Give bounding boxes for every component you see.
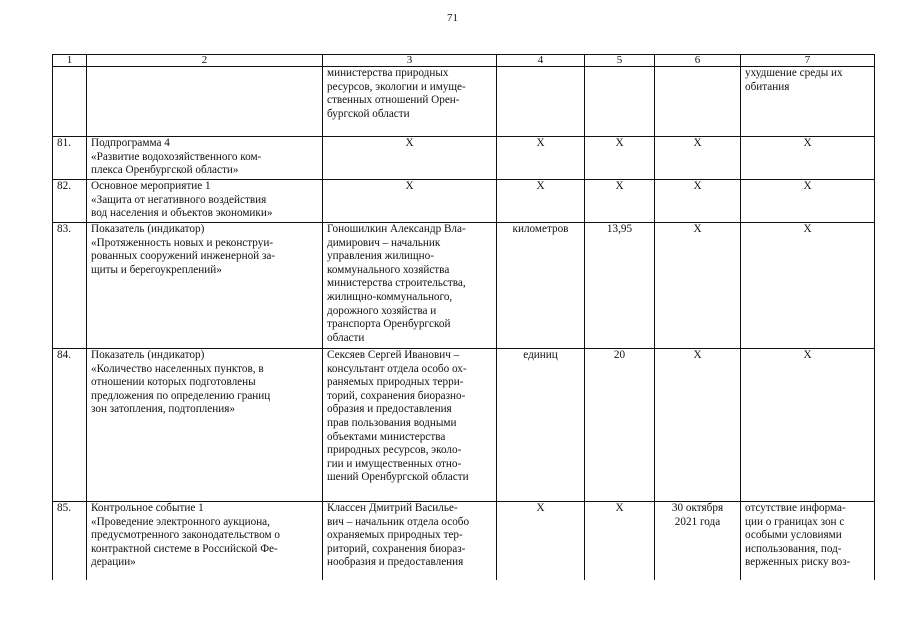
name-cell: [87, 349, 323, 502]
num-cell: 81.: [53, 137, 87, 180]
cell-text-line: X: [405, 180, 414, 192]
cell-text-line: Показатель (индикатор): [91, 349, 205, 361]
cell-text-line: Классен Дмитрий Василье-: [327, 502, 458, 514]
cell-text-line: X: [693, 223, 702, 235]
column-number-header: [53, 55, 875, 67]
date-cell: [655, 137, 741, 180]
cell-text-line: обитания: [745, 80, 790, 93]
consequence-cell: [741, 137, 875, 180]
table-row: [53, 137, 875, 180]
cell-text-line: вод населения и объектов экономики»: [91, 207, 273, 220]
cell-text-line: рованных сооружений инженерной за-: [91, 250, 276, 263]
name-cell: [87, 67, 323, 137]
cell-text-line: ресурсов, экологии и имуще-: [327, 80, 466, 93]
cell-text-line: образия и предоставления: [327, 403, 452, 416]
unit-cell: километров: [497, 223, 585, 349]
cell-text-line: 2021 года: [674, 515, 721, 528]
header-cell: 6: [655, 55, 741, 67]
unit-cell: X: [497, 137, 585, 180]
cell-text-line: торий, сохранения биоразно-: [327, 389, 466, 402]
responsible-cell: [323, 223, 497, 349]
cell-text-line: Сексяев Сергей Иванович –: [327, 349, 460, 361]
cell-text-line: зон затопления, подтопления»: [91, 403, 235, 416]
num-cell: [53, 67, 87, 137]
cell-text-line: X: [405, 137, 414, 149]
cell-text-line: особыми условиями: [745, 529, 842, 542]
cell-text-line: «Проведение электронного аукциона,: [91, 515, 270, 528]
consequence-cell: [741, 180, 875, 223]
cell-text-line: шений Оренбургской области: [327, 471, 469, 484]
cell-text-line: X: [693, 137, 702, 149]
responsible-cell: [323, 180, 497, 223]
responsible-cell: [323, 137, 497, 180]
table-row: [53, 349, 875, 502]
cell-text-line: ухудшение среды их: [745, 67, 843, 79]
num-cell: 82.: [53, 180, 87, 223]
cell-text-line: риторий, сохранения биораз-: [327, 542, 466, 555]
header-cell: 7: [741, 55, 875, 67]
cell-text-line: объектами министерства: [327, 430, 446, 443]
cell-text-line: раняемых природных терри-: [327, 376, 464, 389]
cell-text-line: Показатель (индикатор): [91, 223, 205, 235]
cell-text-line: природных ресурсов, эколо-: [327, 444, 462, 457]
cell-text-line: 30 октября: [671, 502, 724, 514]
date-cell: [655, 502, 741, 581]
cell-text-line: охраняемых природных тер-: [327, 529, 463, 542]
num-cell: 83.: [53, 223, 87, 349]
cell-text-line: димирович – начальник: [327, 236, 441, 249]
name-cell: [87, 223, 323, 349]
cell-text-line: «Количество населенных пунктов, в: [91, 362, 264, 375]
cell-text-line: плекса Оренбургской области»: [91, 164, 239, 177]
cell-text-line: X: [693, 349, 702, 361]
cell-text-line: контрактной системе в Российской Фе-: [91, 542, 278, 555]
cell-text-line: дерации»: [91, 556, 136, 569]
cell-text-line: «Развитие водохозяйственного ком-: [91, 150, 262, 163]
table-row: [53, 180, 875, 223]
cell-text-line: Подпрограмма 4: [91, 137, 170, 149]
value-cell: [585, 67, 655, 137]
cell-text-line: жилищно-коммунального,: [327, 290, 453, 303]
value-cell: 13,95: [585, 223, 655, 349]
cell-text-line: ственных отношений Орен-: [327, 94, 460, 107]
consequence-cell: [741, 502, 875, 581]
unit-cell: X: [497, 502, 585, 581]
cell-text-line: Гоношилкин Александр Вла-: [327, 223, 466, 235]
cell-text-line: нообразия и предоставления: [327, 556, 464, 569]
unit-cell: [497, 67, 585, 137]
cell-text-line: X: [803, 180, 812, 192]
cell-text-line: вич – начальник отдела особо: [327, 515, 470, 528]
cell-text-line: прав пользования водными: [327, 416, 457, 429]
cell-text-line: X: [803, 349, 812, 361]
cell-text-line: Основное мероприятие 1: [91, 180, 211, 192]
cell-text-line: транспорта Оренбургской: [327, 318, 451, 331]
cell-text-line: предусмотренного законодательством о: [91, 529, 280, 542]
date-cell: [655, 180, 741, 223]
cell-text-line: X: [693, 180, 702, 192]
header-cell: 2: [87, 55, 323, 67]
value-cell: X: [585, 502, 655, 581]
consequence-cell: [741, 349, 875, 502]
responsible-cell: [323, 502, 497, 581]
name-cell: [87, 180, 323, 223]
cell-text-line: дорожного хозяйства и: [327, 304, 437, 317]
cell-text-line: гии и имущественных отно-: [327, 457, 462, 470]
cell-text-line: «Защита от негативного воздействия: [91, 193, 267, 206]
table-row: [53, 223, 875, 349]
page-number: 71: [447, 12, 458, 24]
cell-text-line: ции о границах зон с: [745, 515, 845, 528]
consequence-cell: [741, 223, 875, 349]
cell-text-line: отсутствие информа-: [745, 502, 846, 514]
header-cell: 4: [497, 55, 585, 67]
num-cell: 84.: [53, 349, 87, 502]
indicators-table: [52, 54, 875, 580]
responsible-cell: [323, 67, 497, 137]
date-cell: [655, 223, 741, 349]
unit-cell: единиц: [497, 349, 585, 502]
cell-text-line: коммунального хозяйства: [327, 263, 450, 276]
num-cell: 85.: [53, 502, 87, 581]
cell-text-line: использования, под-: [745, 542, 842, 555]
date-cell: [655, 349, 741, 502]
consequence-cell: [741, 67, 875, 137]
header-cell: 3: [323, 55, 497, 67]
cell-text-line: верженных риску воз-: [745, 556, 851, 569]
table-row: [53, 502, 875, 581]
cell-text-line: области: [327, 331, 365, 344]
value-cell: 20: [585, 349, 655, 502]
value-cell: X: [585, 180, 655, 223]
date-cell: [655, 67, 741, 137]
name-cell: [87, 137, 323, 180]
cell-text-line: отношении которых подготовлены: [91, 376, 256, 389]
cell-text-line: министерства строительства,: [327, 277, 466, 290]
cell-text-line: X: [803, 223, 812, 235]
cell-text-line: министерства природных: [327, 67, 449, 79]
cell-text-line: предложения по определению границ: [91, 389, 271, 402]
cell-text-line: X: [803, 137, 812, 149]
cell-text-line: Контрольное событие 1: [91, 502, 204, 514]
name-cell: [87, 502, 323, 581]
cell-text-line: управления жилищно-: [327, 250, 434, 263]
cell-text-line: щиты и берегоукреплений»: [91, 263, 222, 276]
cell-text-line: бургской области: [327, 107, 410, 120]
value-cell: X: [585, 137, 655, 180]
cell-text-line: «Протяженность новых и реконструи-: [91, 236, 274, 249]
cell-text-line: консультант отдела особо ох-: [327, 362, 467, 375]
unit-cell: X: [497, 180, 585, 223]
continuation-row: [53, 67, 875, 137]
header-cell: 1: [53, 55, 87, 67]
header-cell: 5: [585, 55, 655, 67]
responsible-cell: [323, 349, 497, 502]
